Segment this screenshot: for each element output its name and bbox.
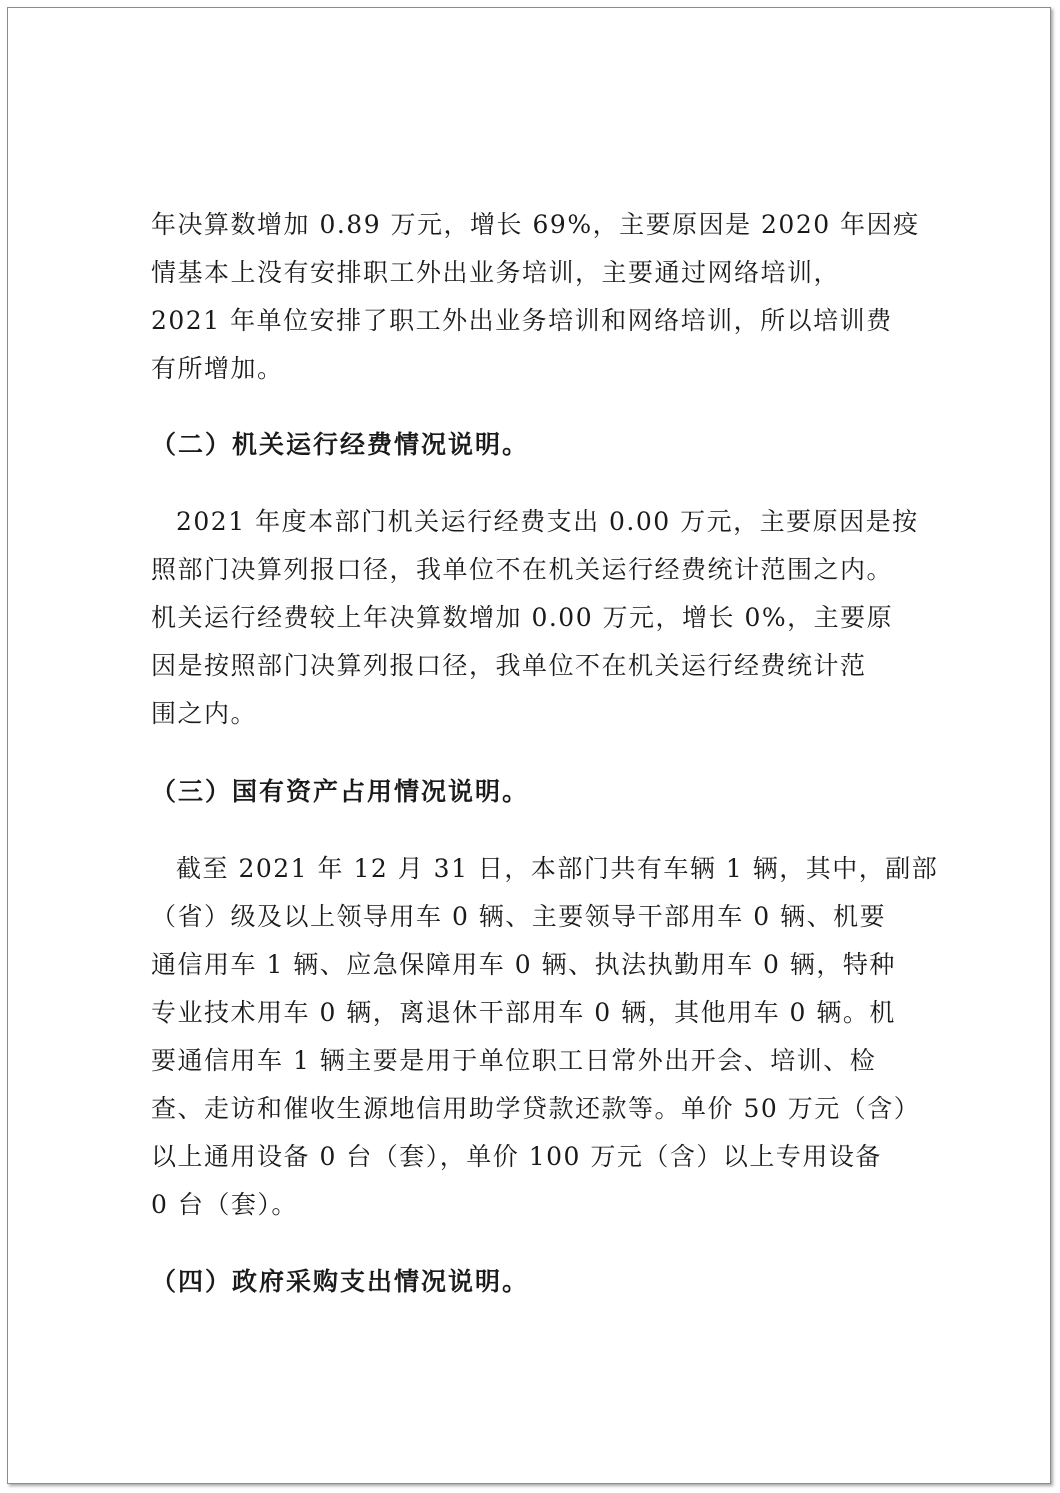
heading-text: （二）机关运行经费情况说明。 xyxy=(151,430,530,459)
text-line: 2021 年度本部门机关运行经费支出 0.00 万元，主要原因是按 xyxy=(176,507,919,536)
text-line: 情基本上没有安排职工外出业务培训，主要通过网络培训， xyxy=(151,258,841,287)
text-line: 0 台（套）。 xyxy=(151,1190,298,1219)
document-page xyxy=(7,7,1051,1484)
text-line: 专业技术用车 0 辆，离退休干部用车 0 辆，其他用车 0 辆。机 xyxy=(151,998,896,1027)
heading-text: （四）政府采购支出情况说明。 xyxy=(151,1267,530,1296)
heading-text: （三）国有资产占用情况说明。 xyxy=(151,777,530,806)
text-line: 年决算数增加 0.89 万元，增长 69%，主要原因是 2020 年因疫 xyxy=(151,210,920,239)
text-line: 照部门决算列报口径，我单位不在机关运行经费统计范围之内。 xyxy=(151,555,894,584)
paragraph-state-assets xyxy=(151,845,971,1229)
text-line: 2021 年单位安排了职工外出业务培训和网络培训，所以培训费 xyxy=(151,306,893,335)
text-line: 有所增加。 xyxy=(151,354,284,383)
text-line: 以上通用设备 0 台（套），单价 100 万元（含）以上专用设备 xyxy=(151,1142,882,1171)
text-line: 机关运行经费较上年决算数增加 0.00 万元，增长 0%，主要原 xyxy=(151,603,894,632)
text-line: 要通信用车 1 辆主要是用于单位职工日常外出开会、培训、检 xyxy=(151,1046,877,1075)
section-heading-4 xyxy=(151,1258,971,1306)
paragraph-training-fee xyxy=(151,201,971,393)
section-heading-2 xyxy=(151,421,971,469)
section-heading-3 xyxy=(151,768,971,816)
text-line: （省）级及以上领导用车 0 辆、主要领导干部用车 0 辆、机要 xyxy=(151,902,887,931)
text-line: 通信用车 1 辆、应急保障用车 0 辆、执法执勤用车 0 辆，特种 xyxy=(151,950,896,979)
text-line: 查、走访和催收生源地信用助学贷款还款等。单价 50 万元（含） xyxy=(151,1094,921,1123)
text-line: 因是按照部门决算列报口径，我单位不在机关运行经费统计范 xyxy=(151,651,867,680)
text-line: 围之内。 xyxy=(151,699,258,728)
text-line: 截至 2021 年 12 月 31 日，本部门共有车辆 1 辆，其中，副部 xyxy=(176,854,939,883)
paragraph-operating-expenses xyxy=(151,498,971,738)
